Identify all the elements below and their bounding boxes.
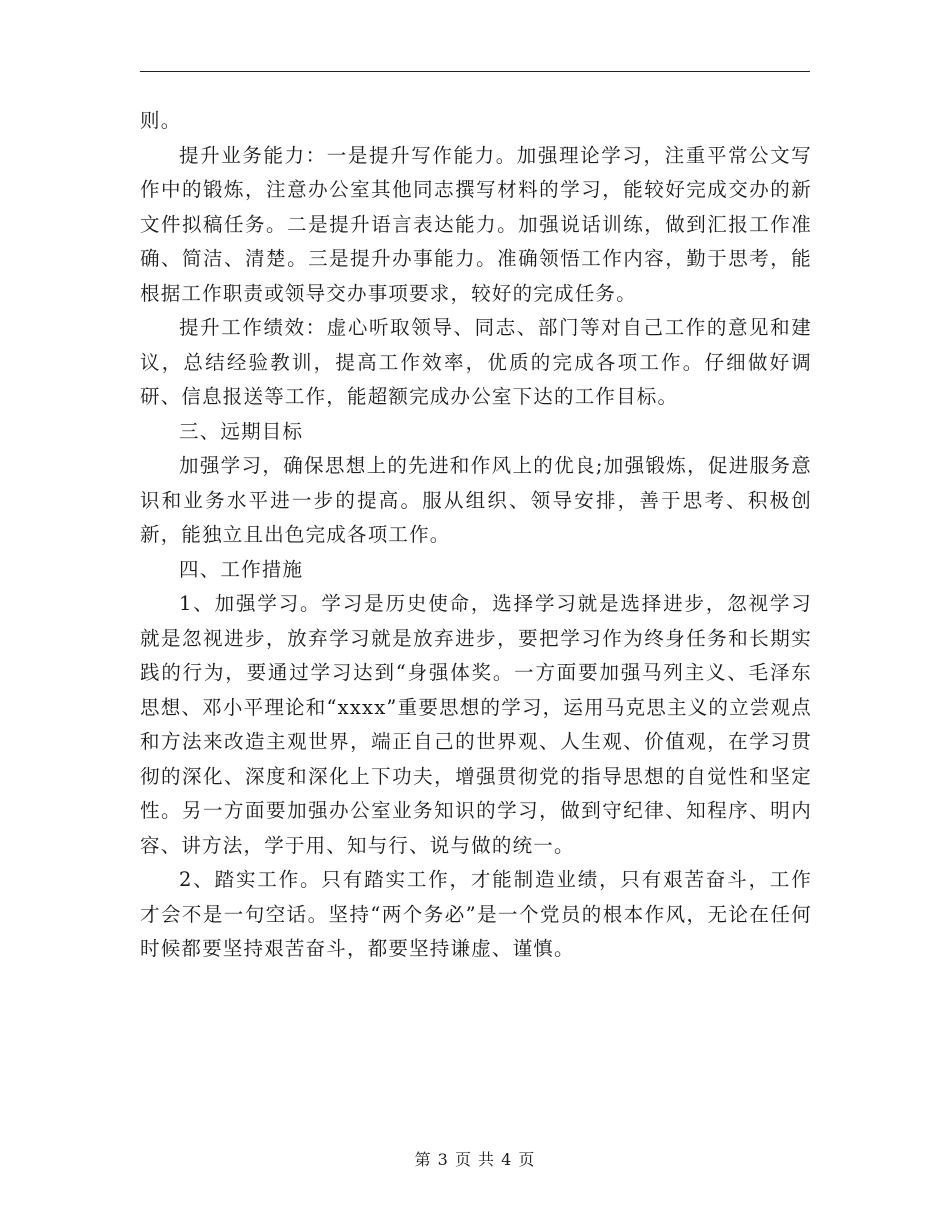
paragraph-business-ability: 提升业务能力：一是提升写作能力。加强理论学习，注重平常公文写作中的锻炼，注意办公室其他同志撰写材料的学习，能较好完成交办的新文件拟稿任务。二是提升语言表达能力。加强说话训练，做到汇报工作准确、简洁、清楚。三是提升办事能力。准确领悟工作内容，勤于思考，能根据工作职责或领导交办事项要求，较好的完成任务。: [140, 143, 812, 305]
header-rule: [140, 71, 810, 72]
paragraph-practical-work: 2、踏实工作。只有踏实工作，才能制造业绩，只有艰苦奋斗，工作才会不是一句空话。坚持“两个务必”是一个党员的根本作风，无论在任何时候都要坚持艰苦奋斗，都要坚持谦虚、谨慎。: [140, 868, 812, 960]
heading-work-measures: 四、工作措施: [179, 557, 304, 581]
paragraph-strengthen-learning: 1、加强学习。学习是历史使命，选择学习就是选择进步，忽视学习就是忽视进步，放弃学习就是放弃进步，要把学习作为终身任务和长期实践的行为，要通过学习达到“身强体奖。一方面要加强马列主义、毛泽东思想、邓小平理论和“xxxx”重要思想的学习，运用马克思主义的立尝观点和方法来改造主观世界，端正自己的世界观、人生观、价值观，在学习贯彻的深化、深度和深化上下功夫，增强贯彻党的指导思想的自觉性和坚定性。另一方面要加强办公室业务知识的学习，做到守纪律、知程序、明内容、讲方法，学于用、知与行、说与做的统一。: [140, 592, 812, 857]
paragraph-continuation: 则。: [140, 109, 182, 132]
paragraph-long-term-goals: 加强学习，确保思想上的先进和作风上的优良;加强锻炼，促进服务意识和业务水平进一步的提高。服从组织、领导安排，善于思考、积极创新，能独立且出色完成各项工作。: [140, 454, 812, 546]
document-body: [140, 104, 812, 967]
page-number-footer: 第 3 页 共 4 页: [414, 1150, 536, 1169]
paragraph-work-performance: 提升工作绩效：虚心听取领导、同志、部门等对自己工作的意见和建议，总结经验教训，提高工作效率，优质的完成各项工作。仔细做好调研、信息报送等工作，能超额完成办公室下达的工作目标。: [140, 316, 812, 408]
heading-long-term-goals: 三、远期目标: [179, 419, 304, 443]
